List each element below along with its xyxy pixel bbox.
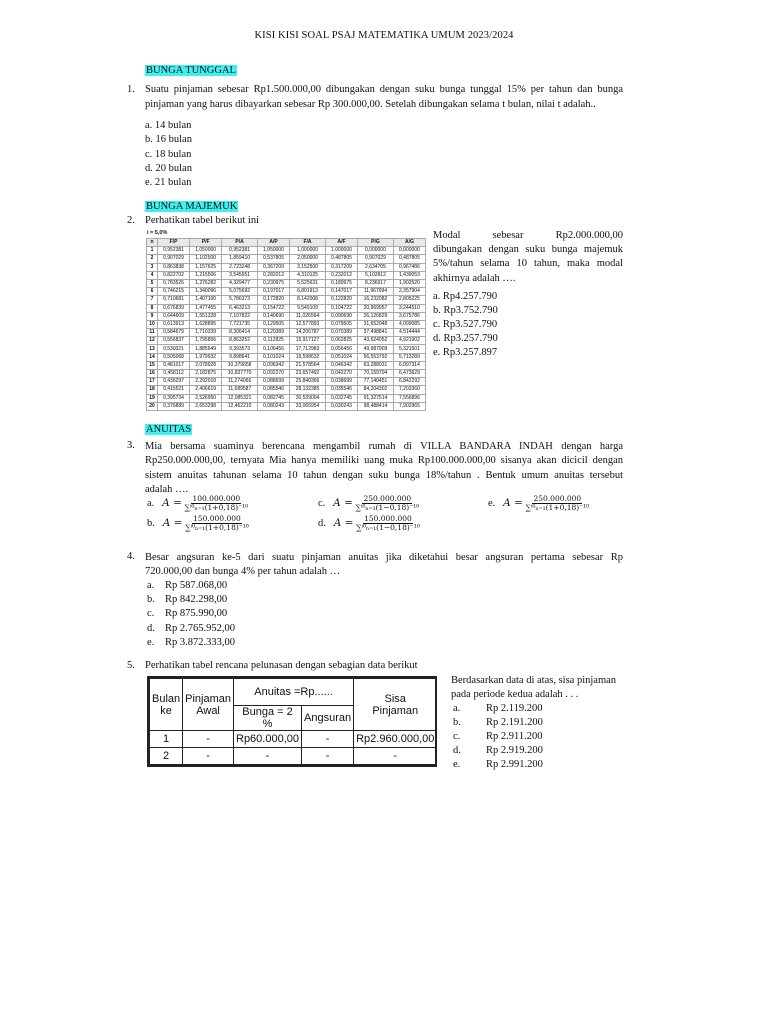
q4-text [145, 551, 623, 580]
q3-line-1: Mia bersama suaminya berencana mengambil rumah di VILLA BANDARA INDAH dengan harga [145, 441, 623, 452]
q2-table-cell: 3,152500 [290, 263, 326, 271]
q2-table-cell: 0,644609 [158, 312, 190, 320]
q2-table-cell: 63,288031 [358, 361, 394, 369]
q2-table-cell: 0,140690 [258, 312, 290, 320]
q2-table-cell: 0,317209 [325, 263, 357, 271]
q2-table-cell: 0,822702 [158, 271, 190, 279]
q2-table-cell: 0,367209 [258, 263, 290, 271]
q4-option-c[interactable]: c. Rp 875.990,00 [147, 608, 228, 620]
table-row [147, 386, 426, 394]
q2-table-cell: 9 [147, 312, 158, 320]
q2-table-cell: 26,126829 [358, 312, 394, 320]
q2-table-cell: 7,107822 [222, 312, 258, 320]
q5-side-line-1: Berdasarkan data di atas, sisa pinjaman [451, 675, 617, 686]
q2-table-cell: 43,624052 [358, 337, 394, 345]
table-row [147, 312, 426, 320]
table-row [147, 296, 426, 304]
q2-table-cell: 0,952381 [222, 247, 258, 255]
q2-table-cell: 7,203360 [393, 386, 425, 394]
table-row [147, 378, 426, 386]
q2-options [433, 290, 498, 360]
q2-table-cell: 37,498841 [358, 329, 394, 337]
q2-table-cell: 0,556837 [158, 337, 190, 345]
q3-option-d[interactable]: d. A = $\frac{150.000.000}{\text{∑ⁱ⁰ₙ₌₁(1−0,18)⁻¹⁰}}$ [318, 514, 420, 532]
q2-table-caption: i = 5,0% [147, 230, 168, 236]
q1-line-2: pinjaman yang harus dibayarkan sebesar Rp 300.000,00. Setelah dibungakan selama t bulan, nilai t adalah.. [145, 99, 596, 110]
q2-table-cell: 10 [147, 320, 158, 328]
q5-header-bulan: Bulan ke [150, 679, 183, 731]
q2-table-cell: 16 [147, 370, 158, 378]
q5-option-c[interactable]: c. Rp 2.911.200 [453, 731, 543, 743]
q4-option-e[interactable]: e. Rp 3.872.333,00 [147, 636, 236, 648]
q2-table-cell: 25,840366 [290, 378, 326, 386]
table-row [147, 255, 426, 263]
q2-question-text [433, 229, 623, 286]
q2-table-cell: 0,415521 [158, 386, 190, 394]
q4-options [147, 579, 235, 650]
q2-side-word-1: Modal [433, 230, 461, 241]
table-row: 1 - Rp60.000,00 - Rp2.960.000,00 [150, 731, 437, 748]
table-row: 2 - - - - [150, 748, 437, 765]
q1-options [145, 119, 192, 190]
q2-table-cell: 1,000000 [290, 247, 326, 255]
q2-table-cell: 8,306414 [222, 329, 258, 337]
q2-table-cell: 2,050000 [290, 255, 326, 263]
q2-table-cell: 2,292018 [190, 378, 222, 386]
q2-table-cell: 3 [147, 263, 158, 271]
q2-table-cell: 9,549109 [290, 304, 326, 312]
q2-table-cell: 1,477455 [190, 304, 222, 312]
q2-table-cell: 6,842292 [393, 378, 425, 386]
table-row [147, 402, 426, 410]
q2-table-cell: 7,902965 [393, 402, 425, 410]
q2-table-cell: 1,215506 [190, 271, 222, 279]
q2-table-cell: 0,487805 [393, 255, 425, 263]
q2-table-cell: 17,712983 [290, 345, 326, 353]
q2-side-line-2: dibungakan dengan suku bunga majemuk [433, 244, 623, 256]
q2-table-cell: 15,917127 [290, 337, 326, 345]
q2-option-d[interactable]: d. Rp3.257.790 [433, 333, 498, 345]
table-row [147, 247, 426, 255]
q2-table-cell: 4 [147, 271, 158, 279]
q2-table-cell: 0,907029 [158, 255, 190, 263]
section-heading-bunga-tunggal: BUNGA TUNGGAL [146, 65, 236, 76]
q2-table-cell: 23,657492 [290, 370, 326, 378]
q2-table-cell: 5,321501 [393, 345, 425, 353]
q2-table-cell: 4,310125 [290, 271, 326, 279]
q1-option-c[interactable]: c. 18 bulan [145, 148, 192, 160]
q2-table-cell: 8,142008 [290, 296, 326, 304]
table-row [147, 337, 426, 345]
q2-side-line-3: 5%/tahun selama 10 tahun, maka modal [433, 258, 623, 270]
q2-table-cell: 0,481017 [158, 361, 190, 369]
q2-table-cell: 3,675786 [393, 312, 425, 320]
q4-option-a[interactable]: a. Rp 587.068,00 [147, 580, 228, 591]
q2-table-cell: 11,026564 [290, 312, 326, 320]
q5-option-b[interactable]: b. Rp 2.191.200 [453, 717, 543, 729]
q2-table-cell: 0,180975 [325, 279, 357, 287]
q2-table-cell: 20 [147, 402, 158, 410]
q2-table-cell: 0,863838 [158, 263, 190, 271]
q2-table-cell: 0,129505 [258, 320, 290, 328]
q5-intro: Perhatikan tabel rencana pelunasan dengan sebagian data berikut [145, 660, 418, 671]
q2-table-cell: 21,578564 [290, 361, 326, 369]
q2-table-cell: 1,859410 [222, 255, 258, 263]
q2-table-cell: 0,746215 [158, 288, 190, 296]
q2-table-cell: 98,488414 [358, 402, 394, 410]
table-row [147, 353, 426, 361]
q2-table-cell: 17 [147, 378, 158, 386]
q2-table-cell: 1,340096 [190, 288, 222, 296]
q2-table-cell: 4,514444 [393, 329, 425, 337]
q3-option-a[interactable]: a. A = $\frac{100.000.000}{\text{∑ⁱ⁰ₙ₌₁(1+0,18)⁻¹⁰}}$ [147, 494, 249, 512]
q4-number: 4. [127, 551, 135, 562]
q2-table-cell: 0,051024 [325, 353, 357, 361]
q2-table-cell: 0,710681 [158, 296, 190, 304]
q2-table-cell: 0,088699 [258, 378, 290, 386]
section-heading-anuitas: ANUITAS [146, 424, 192, 435]
q5-header-angsuran: Angsuran [302, 706, 354, 731]
q2-table-cell: 12,085321 [222, 394, 258, 402]
q5-header-anuitas: Anuitas =Rp...... [234, 679, 354, 706]
table-row [147, 263, 426, 271]
q2-table-cell: 0,032745 [325, 394, 357, 402]
q2-table-cell: 1,979932 [190, 353, 222, 361]
q2-table-cell: 7 [147, 296, 158, 304]
q2-table-cell: 1,551328 [190, 312, 222, 320]
q2-table-cell: 14,206787 [290, 329, 326, 337]
q3-option-c[interactable]: c. A = $\frac{250.000.000}{\text{∑ⁱ⁰ₙ₌₁(1−0,18)⁻¹⁰}}$ [318, 494, 420, 512]
q2-table-cell: 0,030243 [325, 402, 357, 410]
q2-intro: Perhatikan tabel berikut ini [145, 215, 260, 226]
q4-option-d[interactable]: d. Rp 2.765.952,00 [147, 622, 236, 634]
q2-table-cell: 0,082745 [258, 394, 290, 402]
q2-table-cell: 0,783526 [158, 279, 190, 287]
q2-table-cell: 1,885649 [190, 345, 222, 353]
q2-table-header: A/G [393, 239, 425, 247]
q2-table-cell: 11,689587 [222, 386, 258, 394]
q2-table-cell: 0,395734 [158, 394, 190, 402]
q2-option-c[interactable]: c. Rp3.527.790 [433, 319, 498, 331]
q1-option-a[interactable]: a. 14 bulan [145, 120, 192, 131]
q3-line-4: adalah …. [145, 483, 189, 495]
q2-table-cell: 0,907029 [358, 255, 394, 263]
q3-line-2: Rp250.000.000,00, ternyata Mia hanya memiliki uang muka Rp100.000.000,00 sisanya akan dicicil dengan [145, 455, 623, 467]
q2-table-cell: 0,154722 [258, 304, 290, 312]
q2-table-cell: 20,969957 [358, 304, 394, 312]
q2-table-cell: 0,967486 [393, 263, 425, 271]
q2-side-word-3: Rp2.000.000,00 [555, 230, 623, 241]
q2-table-cell: 7,556896 [393, 394, 425, 402]
q2-table-cell: 1,795856 [190, 337, 222, 345]
q2-table-cell: 33,065954 [290, 402, 326, 410]
q4-line-2: 720.000,00 dan bunga 4% per tahun adalah … [145, 566, 341, 578]
q2-option-b[interactable]: b. Rp3.752.790 [433, 305, 498, 317]
q2-table-cell: 0,000000 [393, 247, 425, 255]
q2-table-cell: 0,112825 [258, 337, 290, 345]
q2-table-cell: 0,230975 [258, 279, 290, 287]
q3-option-e[interactable]: e. A = $\frac{250.000.000}{\text{∑ⁱ⁰ₙ₌₁(1+0,18)⁻¹⁰}}$ [488, 494, 590, 512]
q2-table-cell: 1,902520 [393, 279, 425, 287]
q2-table-cell: 0,613913 [158, 320, 190, 328]
q2-table-cell: 2,805225 [393, 296, 425, 304]
q2-table-cell: 1 [147, 247, 158, 255]
q2-table-cell: 6,463213 [222, 304, 258, 312]
q2-table-cell: 5,786373 [222, 296, 258, 304]
table-row [147, 271, 426, 279]
q2-table-cell: 0,458112 [158, 370, 190, 378]
q5-header-sisa-pinjaman: Sisa Pinjaman [354, 679, 437, 731]
q2-table-cell: 0,062825 [325, 337, 357, 345]
q5-option-d[interactable]: d. Rp 2.919.200 [453, 745, 543, 757]
q2-side-line-4: akhirnya adalah …. [433, 272, 516, 284]
q2-table-cell: 0,085546 [258, 386, 290, 394]
q3-option-b[interactable]: b. A = $\frac{150.000.000}{\text{∑ⁱ⁰ₙ₌₁(1+0,18)⁻¹⁰}}$ [147, 514, 249, 532]
q2-table-cell: 6,473629 [393, 370, 425, 378]
q2-table-cell: 2,723248 [222, 263, 258, 271]
q2-table-cell: 56,553792 [358, 353, 394, 361]
table-row [147, 329, 426, 337]
q2-table-cell: 9,898641 [222, 353, 258, 361]
q2-table-cell: 1,628895 [190, 320, 222, 328]
q2-table-cell: 5,102812 [358, 271, 394, 279]
q5-amortization-table [147, 676, 437, 767]
q2-table-cell: 8,236917 [358, 279, 394, 287]
q2-table-cell: 1,050000 [190, 247, 222, 255]
q2-table-cell: 31,652048 [358, 320, 394, 328]
q2-table-cell: 5 [147, 279, 158, 287]
q2-table-cell: 0,096342 [258, 361, 290, 369]
q2-table-cell: 5,075692 [222, 288, 258, 296]
q2-table-cell: 0,584679 [158, 329, 190, 337]
q2-table-cell: 10,837770 [222, 370, 258, 378]
table-row [147, 370, 426, 378]
q5-number: 5. [127, 660, 135, 671]
q2-table-cell: 2,653298 [190, 402, 222, 410]
q2-table-cell: 0,090690 [325, 312, 357, 320]
q1-number: 1. [127, 84, 135, 95]
q2-table-cell: 14 [147, 353, 158, 361]
q1-option-b[interactable]: b. 16 bulan [145, 134, 192, 146]
q2-table-cell: 2,526950 [190, 394, 222, 402]
section-heading-bunga-majemuk: BUNGA MAJEMUK [146, 201, 238, 212]
q2-table-cell: 10,379658 [222, 361, 258, 369]
q3-number: 3. [127, 440, 135, 451]
q2-table-header: A/F [325, 239, 357, 247]
q2-table-cell: 0,079505 [325, 320, 357, 328]
q2-table-cell: 12 [147, 337, 158, 345]
q2-table-header: P/A [222, 239, 258, 247]
q2-table-cell: 30,539004 [290, 394, 326, 402]
q2-table-cell: 0,436297 [158, 378, 190, 386]
q2-table-cell: 0,042270 [325, 370, 357, 378]
q2-table-header: A/P [258, 239, 290, 247]
q2-table-cell: 8 [147, 304, 158, 312]
q2-table-cell: 12,462210 [222, 402, 258, 410]
q3-text [145, 440, 623, 497]
q2-table-cell: 0,676839 [158, 304, 190, 312]
q2-table-cell: 8,863252 [222, 337, 258, 345]
q2-table-header: F/A [290, 239, 326, 247]
table-row [147, 288, 426, 296]
q2-table-cell: 28,132385 [290, 386, 326, 394]
table-row [147, 304, 426, 312]
q2-table-cell: 91,327514 [358, 394, 394, 402]
q2-table-cell: 9,393573 [222, 345, 258, 353]
q2-table-cell: 2,182875 [190, 370, 222, 378]
q2-option-e[interactable]: e. Rp3.257.897 [433, 347, 498, 359]
q2-table-cell: 11 [147, 329, 158, 337]
q2-table-cell: 0,056456 [325, 345, 357, 353]
q5-option-e[interactable]: e. Rp 2.991.200 [453, 759, 543, 771]
q2-table-header: n [147, 239, 158, 247]
q2-table-cell: 0,172820 [258, 296, 290, 304]
q2-table-cell: 0,197017 [258, 288, 290, 296]
q2-table-cell: 0,080243 [258, 402, 290, 410]
q2-option-a[interactable]: a. Rp4.257.790 [433, 291, 498, 302]
q5-option-a[interactable]: a. Rp 2.119.200 [453, 703, 543, 714]
q2-table-cell: 0,232012 [325, 271, 357, 279]
q2-table-cell: 0,035546 [325, 386, 357, 394]
q2-table-cell: 16,232082 [358, 296, 394, 304]
q5-side-line-2: pada periode kedua adalah . . . [451, 689, 579, 700]
q2-table-cell: 4,921902 [393, 337, 425, 345]
q2-table-cell: 11,274066 [222, 378, 258, 386]
q2-table-cell: 1,710339 [190, 329, 222, 337]
q2-table-cell: 0,530321 [158, 345, 190, 353]
q2-table-cell: 0,092270 [258, 370, 290, 378]
q2-table-cell: 0,070389 [325, 329, 357, 337]
q2-table-cell: 3,244510 [393, 304, 425, 312]
q2-table-cell: 0,122820 [325, 296, 357, 304]
q2-table-cell: 1,157625 [190, 263, 222, 271]
q2-table-cell: 19 [147, 394, 158, 402]
q3-line-3: sistem anuitas tahunan selama 10 tahun dengan suku bunga 18%/tahun . Bentuk umum anuitas tersebut [145, 469, 623, 481]
q2-table-cell: 0,038699 [325, 378, 357, 386]
q2-table-cell: 77,140451 [358, 378, 394, 386]
q2-table-cell: 5,713289 [393, 353, 425, 361]
table-row [147, 345, 426, 353]
q2-table-header: P/G [358, 239, 394, 247]
q2-table-cell: 1,000000 [325, 247, 357, 255]
q2-table-cell: 0,952381 [158, 247, 190, 255]
table-row [147, 320, 426, 328]
q2-table-cell: 0,487805 [325, 255, 357, 263]
q2-table-header: P/F [190, 239, 222, 247]
q2-table-cell: 0,537805 [258, 255, 290, 263]
q2-table-header: F/P [158, 239, 190, 247]
q2-table-cell: 0,376889 [158, 402, 190, 410]
q2-table-cell: 0,106456 [258, 345, 290, 353]
q2-table-cell: 0,147017 [325, 288, 357, 296]
q2-table-cell: 2,634705 [358, 263, 394, 271]
q2-table-cell: 0,120389 [258, 329, 290, 337]
q2-table-cell: 0,505068 [158, 353, 190, 361]
q5-header-pinjaman-awal: Pinjaman Awal [183, 679, 234, 731]
q2-table-cell: 0,046342 [325, 361, 357, 369]
q5-header-bunga: Bunga = 2 % [234, 706, 302, 731]
q2-table-cell: 1,439053 [393, 271, 425, 279]
q2-number: 2. [127, 215, 135, 226]
q2-table-cell: 18 [147, 386, 158, 394]
q2-interest-table [146, 238, 426, 411]
q2-table-cell: 2,406619 [190, 386, 222, 394]
q2-table-cell: 1,276282 [190, 279, 222, 287]
q2-table-cell: 0,000000 [358, 247, 394, 255]
table-row [147, 279, 426, 287]
document-title: KISI KISI SOAL PSAJ MATEMATIKA UMUM 2023/2024 [254, 30, 514, 41]
q2-table-cell: 5,525631 [290, 279, 326, 287]
q2-table-cell: 0,282012 [258, 271, 290, 279]
q2-table-cell: 1,102500 [190, 255, 222, 263]
q2-table-cell: 6,801913 [290, 288, 326, 296]
q2-table-cell: 4,329477 [222, 279, 258, 287]
q2-table-cell: 2,078928 [190, 361, 222, 369]
q2-table-cell: 0,104722 [325, 304, 357, 312]
q2-table-cell: 70,159704 [358, 370, 394, 378]
q2-table-cell: 6 [147, 288, 158, 296]
q2-table-cell: 2,357904 [393, 288, 425, 296]
q2-table-cell: 19,598632 [290, 353, 326, 361]
q2-table-cell: 12,577893 [290, 320, 326, 328]
q2-table-cell: 13 [147, 345, 158, 353]
q4-option-b[interactable]: b. Rp 842.298,00 [147, 594, 228, 606]
q2-table-cell: 1,407100 [190, 296, 222, 304]
table-row [147, 361, 426, 369]
q2-table-cell: 0,101024 [258, 353, 290, 361]
q1-line-1: Suatu pinjaman sebesar Rp1.500.000,00 dibungakan dengan suku bunga tunggal 15% per tahun dan bunga [145, 84, 623, 95]
q2-table-cell: 4,099085 [393, 320, 425, 328]
q2-table-cell: 84,204302 [358, 386, 394, 394]
q2-table-cell: 3,545951 [222, 271, 258, 279]
table-row [147, 394, 426, 402]
q2-table-cell: 15 [147, 361, 158, 369]
q2-table-cell: 1,050000 [258, 247, 290, 255]
q1-option-e[interactable]: e. 21 bulan [145, 177, 192, 189]
q4-line-1: Besar angsuran ke-5 dari suatu pinjaman anuitas jika diketahui besar angsuran pertama sebesar Rp [145, 552, 623, 563]
q2-side-word-2: sebesar [492, 230, 524, 241]
q5-options [453, 702, 543, 772]
q2-table-cell: 49,987909 [358, 345, 394, 353]
q2-table-cell: 11,967994 [358, 288, 394, 296]
q2-table-cell: 7,721735 [222, 320, 258, 328]
q2-table-cell: 6,097314 [393, 361, 425, 369]
q1-option-d[interactable]: d. 20 bulan [145, 162, 192, 174]
q2-table-cell: 2 [147, 255, 158, 263]
